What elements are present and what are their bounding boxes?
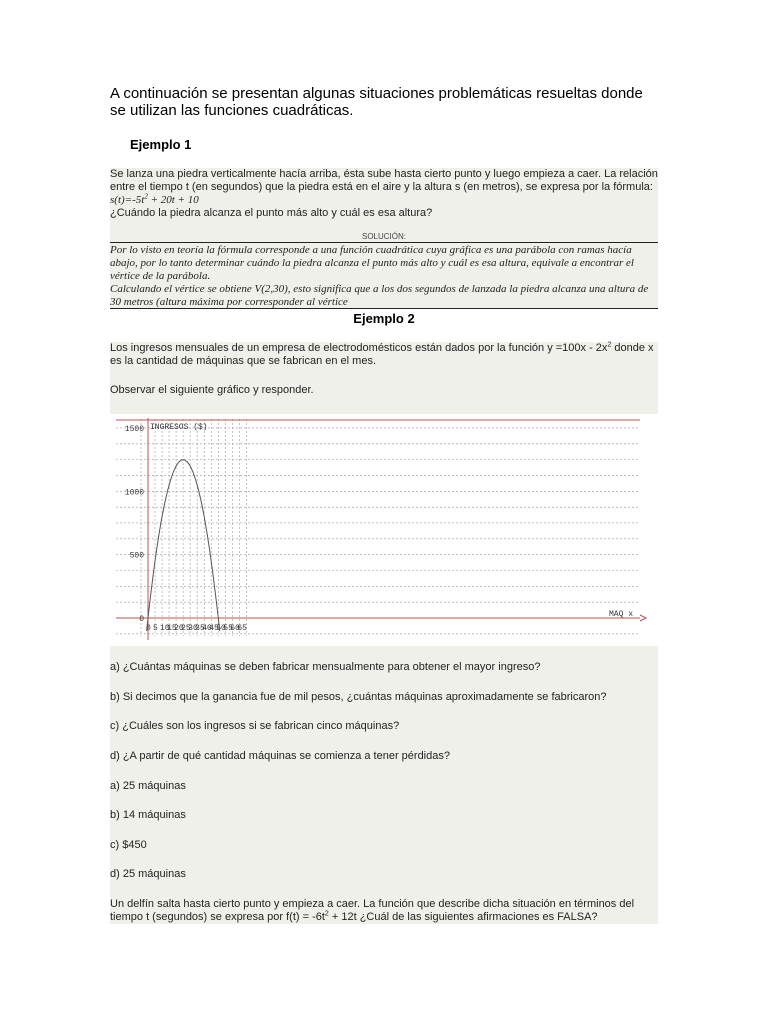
- answer-item: b) 14 máquinas: [110, 809, 186, 821]
- question-item: d) ¿A partir de qué cantidad máquinas se comienza a tener pérdidas?: [110, 750, 450, 762]
- solution-top-rule: [110, 242, 658, 243]
- ejemplo1-problem-box: [110, 168, 658, 232]
- question-item: c) ¿Cuáles son los ingresos si se fabrican cinco máquinas?: [110, 720, 400, 732]
- x-tick-label: 25: [181, 624, 191, 633]
- x-axis-label: MAQ x: [609, 610, 634, 619]
- dolphin-exponent: 2: [324, 910, 329, 918]
- y-tick-label: 0: [139, 615, 144, 624]
- x-tick-label: 15: [167, 624, 177, 633]
- dolphin-formula: f(t) = -6t: [286, 911, 325, 923]
- x-tick-label: 35: [195, 624, 205, 633]
- x-tick-label: 40: [202, 624, 212, 633]
- answer-item: c) $450: [110, 839, 147, 851]
- ejemplo2-heading: Ejemplo 2: [353, 311, 415, 326]
- formula-rest: + 20t + 10: [147, 194, 199, 206]
- solution-bottom-rule: [110, 308, 658, 309]
- question-item: a) ¿Cuántas máquinas se deben fabricar mensualmente para obtener el mayor ingreso?: [110, 661, 541, 673]
- ejemplo1-solution-box: [110, 232, 658, 308]
- answer-item: d) 25 máquinas: [110, 868, 186, 880]
- x-tick-label: 55: [223, 624, 233, 633]
- x-tick-label: 10: [160, 624, 170, 633]
- x-tick-label: 5: [153, 624, 158, 633]
- dolphin-text: [110, 898, 658, 924]
- ejemplo2-problem-box: [110, 342, 658, 414]
- income-chart: [110, 414, 658, 646]
- y-tick-label: 1000: [124, 488, 144, 498]
- ejemplo2-exponent: 2: [607, 341, 612, 349]
- x-tick-label: 65: [237, 624, 247, 633]
- ejemplo1-formula: [110, 194, 658, 207]
- ejemplo2-problem-a: Los ingresos mensuales de un empresa de electrodomésticos están dados por la función y =100x - 2x: [110, 342, 608, 354]
- answer-item: a) 25 máquinas: [110, 780, 186, 792]
- y-axis-label: INGRESOS ($): [150, 423, 208, 432]
- x-tick-label: 20: [174, 624, 184, 633]
- chart-background: [110, 414, 658, 646]
- dolphin-problem: [110, 898, 658, 924]
- solution-paragraph-2: Calculando el vértice se obtiene V(2,30), esto significa que a los dos segundos de lanzada la piedra alcanza una altura de 30 metros (altura máxima por corresponder al vértice: [110, 283, 649, 308]
- solution-paragraph-1: Por lo visto en teoría la fórmula corresponde a una función cuadrática cuya gráfica es una parábola con ramas hacía abajo, por lo tanto determinar cuándo la piedra alcanza el punto más alto y cuál es esa altura, equivale a encontrar el vértice de la parábola.: [110, 244, 634, 282]
- dolphin-text-c: + 12t ¿Cuál de las siguientes afirmaciones es FALSA?: [328, 911, 598, 923]
- ejemplo2-problem: [110, 342, 658, 368]
- x-tick-label: 30: [188, 624, 198, 633]
- y-tick-label: 1500: [124, 424, 144, 434]
- ejemplo1-problem: Se lanza una piedra verticalmente hacía arriba, ésta sube hasta cierto punto y luego empieza a caer. La relación entre el tiempo t (en segundos) que la piedra está en el aire y la altura s (en metros), se expresa por la fórmula:: [110, 168, 658, 193]
- x-tick-label: 45: [209, 624, 219, 633]
- ejemplo2-problem-b: donde x es la cantidad de máquinas que se fabrican en el mes.: [110, 342, 654, 367]
- solution-label: SOLUCIÓN:: [361, 232, 406, 241]
- x-tick-label: 0: [146, 624, 151, 633]
- x-tick-label: 60: [230, 624, 240, 633]
- dolphin-text-a: Un delfín salta hasta cierto punto y empieza a caer. La función que describe dicha situación en términos del tiempo t (segundos) se expresa por: [110, 898, 635, 923]
- question-item: b) Si decimos que la ganancia fue de mil pesos, ¿cuántas máquinas aproximadamente se fabricaron?: [110, 691, 607, 703]
- ejemplo1-question: ¿Cuándo la piedra alcanza el punto más alto y cuál es esa altura?: [110, 207, 433, 219]
- y-tick-label: 500: [129, 551, 144, 561]
- ejemplo1-heading: Ejemplo 1: [130, 137, 192, 152]
- formula-exponent: 2: [144, 192, 148, 201]
- ejemplo2-observe: Observar el siguiente gráfico y responder.: [110, 384, 314, 396]
- formula-base: s(t)=-5t: [110, 194, 145, 206]
- x-tick-label: 50: [216, 624, 226, 633]
- intro-text: A continuación se presentan algunas situaciones problemáticas resueltas donde se utilizan las funciones cuadráticas.: [110, 85, 643, 119]
